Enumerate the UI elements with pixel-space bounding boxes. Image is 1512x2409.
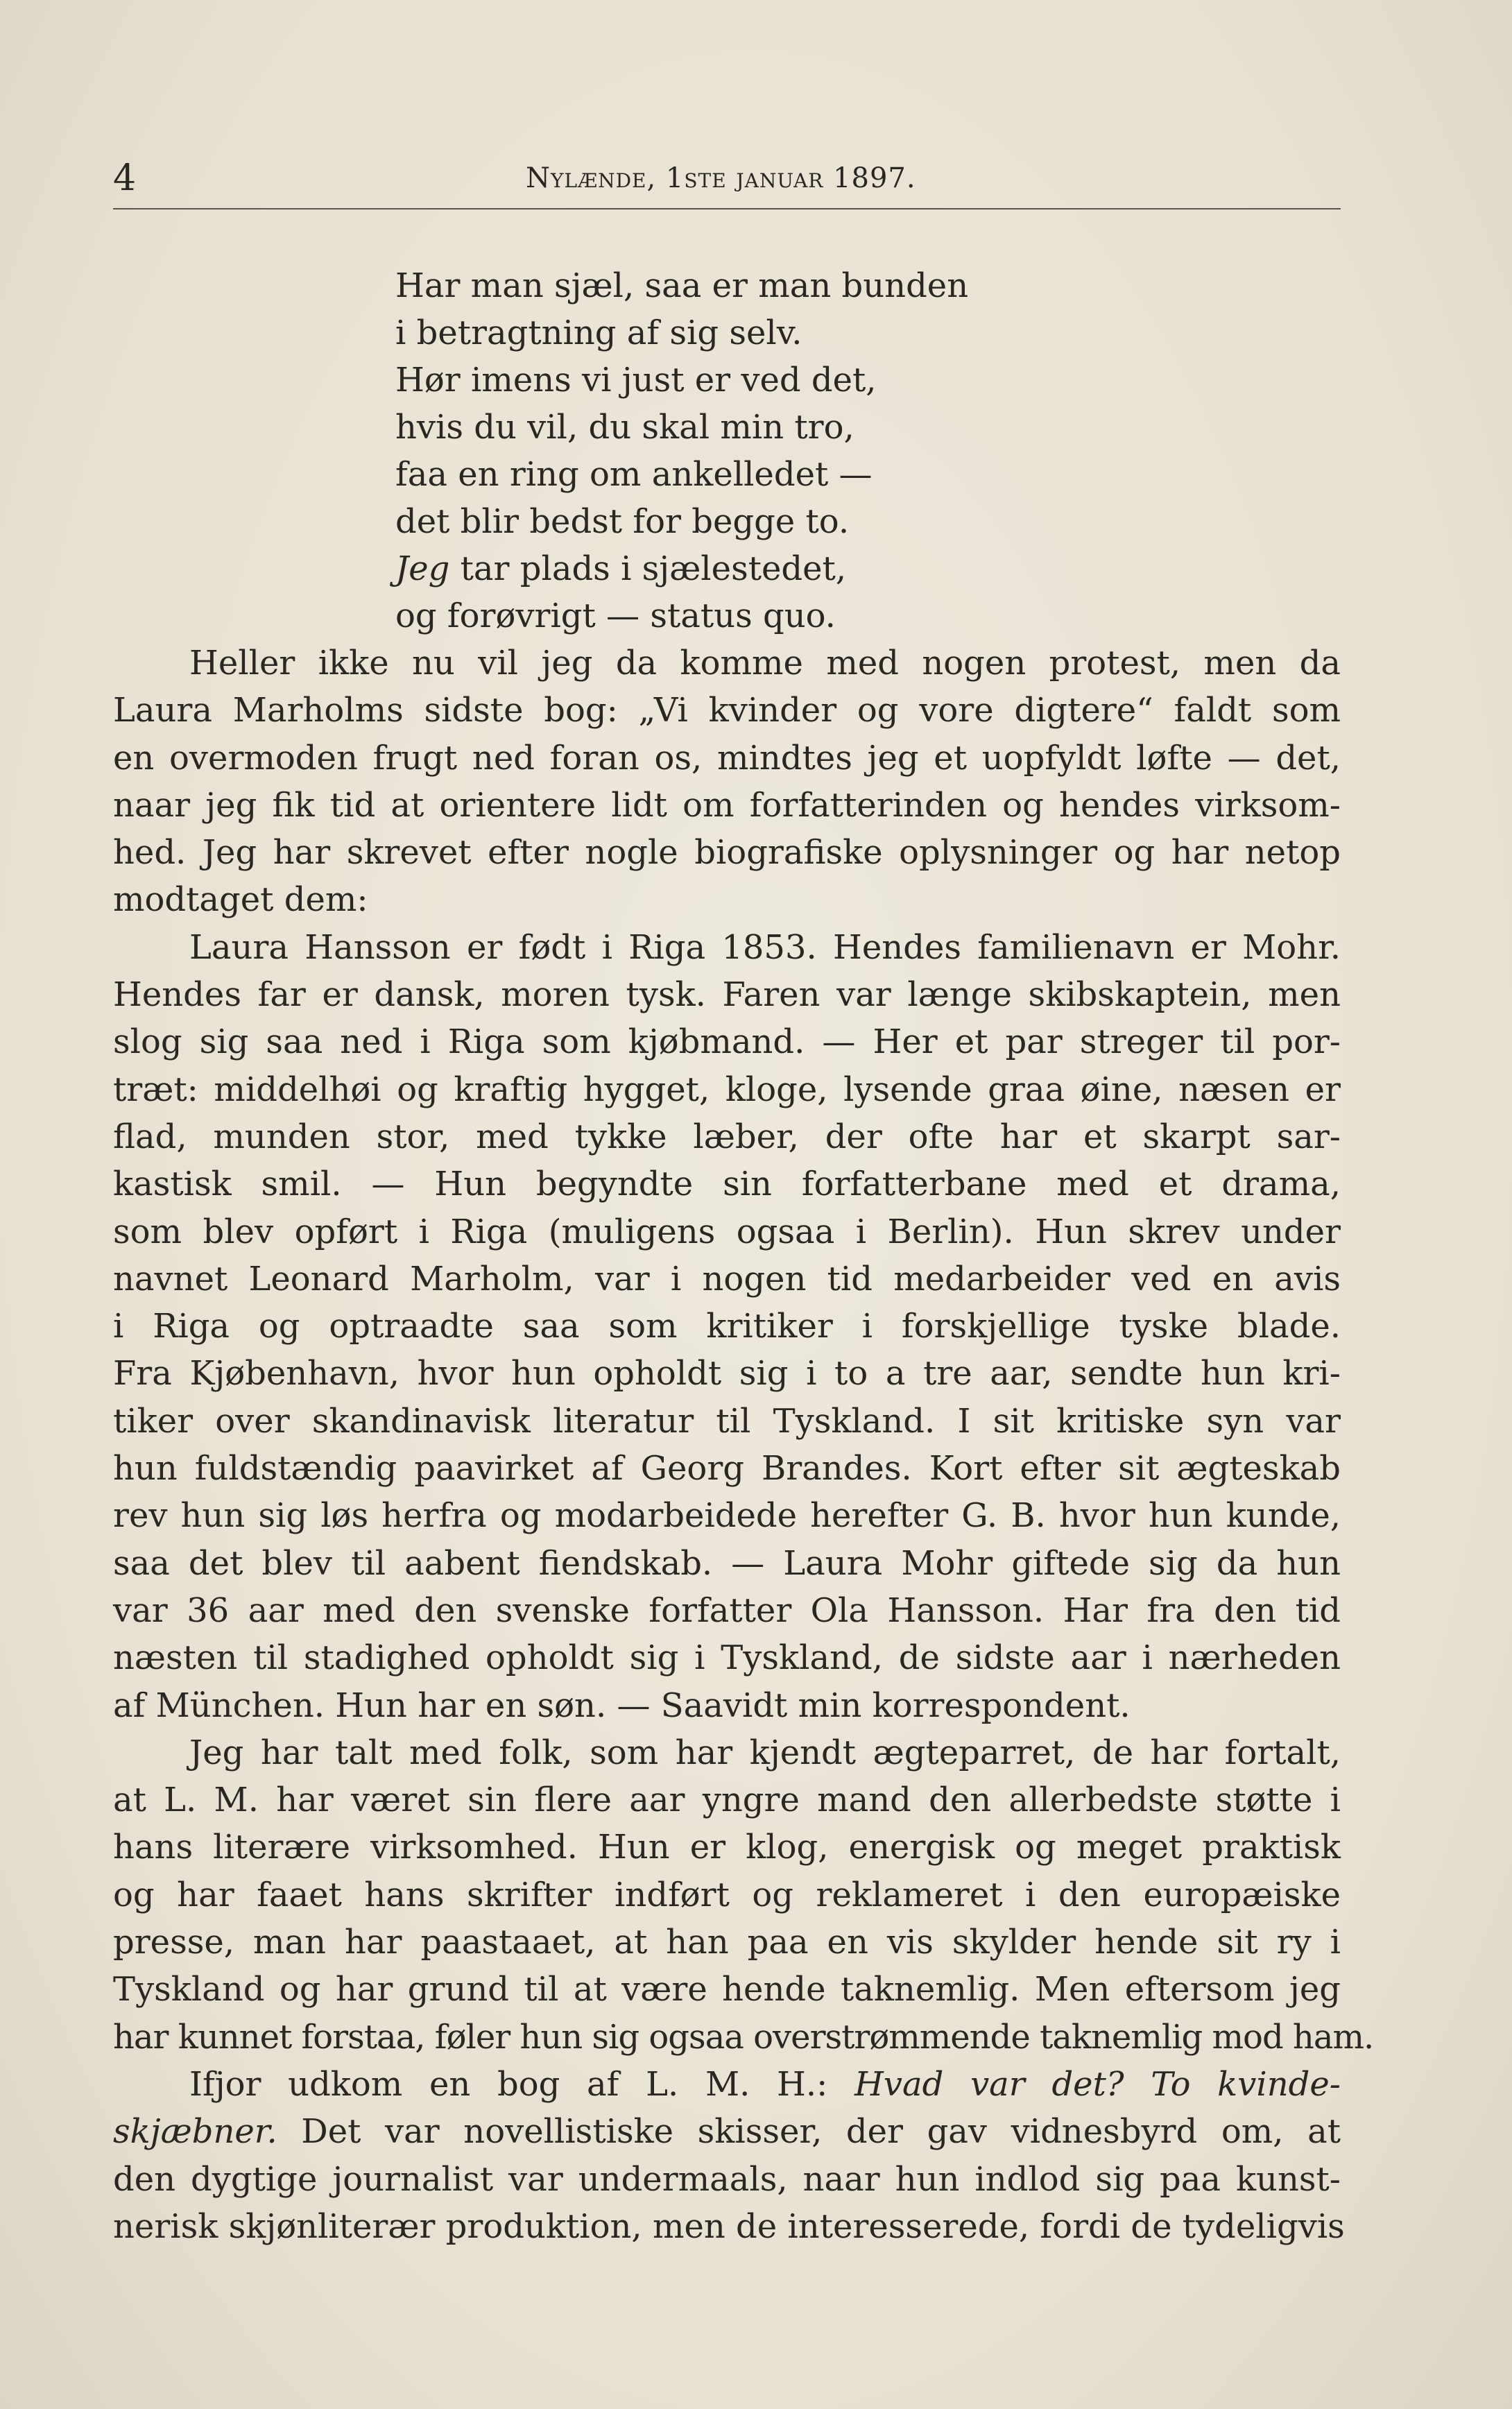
text-line: som blev opført i Riga (muligens ogsaa i Berlin). Hun skrev under (113, 1212, 1341, 1251)
paragraph-2 (113, 924, 1341, 1729)
text-line: den dygtige journalist var undermaals, naar hun indlod sig paa kunst- (113, 2159, 1341, 2199)
poem-line: i betragtning af sig selv. (395, 314, 802, 352)
poem (395, 262, 1228, 640)
poem-line: Har man sjæl, saa er man bunden (395, 266, 969, 305)
text-line: hed. Jeg har skrevet efter nogle biografiske oplysninger og har netop (113, 833, 1341, 873)
poem-line: Hør imens vi just er ved det, (395, 361, 877, 400)
text-line: træt: middelhøi og kraftig hygget, kloge, lysende graa øine, næsen er (113, 1070, 1341, 1109)
text-line: slog sig saa ned i Riga som kjøbmand. — Her et par streger til por- (113, 1022, 1341, 1062)
text-line: flad, munden stor, med tykke læber, der ofte har et skarpt sar- (113, 1117, 1341, 1156)
poem-line: og forøvrigt — status quo. (395, 597, 836, 635)
text-line: Hendes far er dansk, moren tysk. Faren var længe skibskaptein, men (113, 975, 1341, 1015)
book-title: Hvad var det? To kvinde- (854, 2064, 1341, 2104)
text-line: Heller ikke nu vil jeg da komme med nogen protest, men da (189, 644, 1341, 683)
text-line: hun fuldstændig paavirket af Georg Brandes. Kort efter sit ægteskab (113, 1449, 1341, 1489)
poem-italic-word: Jeg (395, 549, 450, 588)
poem-line: faa en ring om ankelledet — (395, 455, 873, 494)
paragraph-4 (113, 2061, 1345, 2250)
text-line: i Riga og optraadte saa som kritiker i forskjellige tyske blade. (113, 1307, 1341, 1346)
text-line: kastisk smil. — Hun begyndte sin forfatterbane med et drama, (113, 1165, 1341, 1204)
page-header (113, 154, 1341, 203)
paragraph-1 (113, 640, 1341, 924)
text-line: nerisk skjønliterær produktion, men de interesserede, fordi de tydeligvis (113, 2206, 1345, 2246)
page-number: 4 (113, 157, 137, 199)
text-line: Laura Marholms sidste bog: „Vi kvinder og vore digtere“ faldt som (113, 691, 1341, 730)
text-line: næsten til stadighed opholdt sig i Tyskland, de sidste aar i nærheden (113, 1638, 1341, 1678)
article-body (113, 640, 1374, 2250)
text-line: var 36 aar med den svenske forfatter Ola Hansson. Har fra den tid (113, 1591, 1341, 1630)
text-line: af München. Hun har en søn. — Saavidt min korrespondent. (113, 1686, 1131, 1725)
text-line: har kunnet forstaa, føler hun sig ogsaa overstrømmende taknemlig mod ham. (113, 2017, 1374, 2057)
running-head: Nylænde, 1ste januar 1897. (526, 162, 916, 194)
paragraph-3 (113, 1729, 1374, 2061)
text-line: hans literære virksomhed. Hun er klog, energisk og meget praktisk (113, 1828, 1341, 1867)
poem-line-rest: tar plads i sjælestedet, (460, 549, 847, 588)
text-line: en overmoden frugt ned foran os, mindtes jeg et uopfyldt løfte — det, (113, 738, 1341, 778)
text-line: tiker over skandinavisk literatur til Tyskland. I sit kritiske syn var (113, 1401, 1341, 1441)
text-line: at L. M. har været sin flere aar yngre mand den allerbedste støtte i (113, 1781, 1341, 1820)
text-run: Ifjor udkom en bog af L. M. H.: (189, 2064, 855, 2104)
text-line: Fra Kjøbenhavn, hvor hun opholdt sig i to a tre aar, sendte hun kri- (113, 1354, 1341, 1394)
text-line (113, 2108, 1341, 2155)
poem-line: det blir bedst for begge to. (395, 502, 850, 541)
text-line: Jeg har talt med folk, som har kjendt ægteparret, de har fortalt, (189, 1733, 1341, 1772)
text-line: og har faaet hans skrifter indført og reklameret i den europæiske (113, 1875, 1341, 1914)
text-line: Laura Hansson er født i Riga 1853. Hendes familienavn er Mohr. (189, 927, 1341, 967)
text-line: rev hun sig løs herfra og modarbeidede herefter G. B. hvor hun kunde, (113, 1496, 1341, 1536)
book-title-cont: skjæbner. (113, 2112, 277, 2152)
text-line: navnet Leonard Marholm, var i nogen tid medarbeider ved en avis (113, 1259, 1341, 1298)
poem-line: hvis du vil, du skal min tro, (395, 408, 854, 447)
text-line (113, 2061, 1341, 2108)
text-line: naar jeg fik tid at orientere lidt om forfatterinden og hendes virksom- (113, 785, 1341, 825)
header-rule (113, 208, 1341, 209)
text-line: modtaget dem: (113, 880, 368, 920)
poem-line (395, 545, 1228, 592)
text-line: saa det blev til aabent fiendskab. — Laura Mohr giftede sig da hun (113, 1543, 1341, 1583)
text-line: presse, man har paastaaet, at han paa en vis skylder hende sit ry i (113, 1923, 1341, 1962)
text-line: Tyskland og har grund til at være hende taknemlig. Men eftersom jeg (113, 1970, 1341, 2009)
text-run: Det var novellistiske skisser, der gav vidnesbyrd om, at (277, 2112, 1341, 2152)
